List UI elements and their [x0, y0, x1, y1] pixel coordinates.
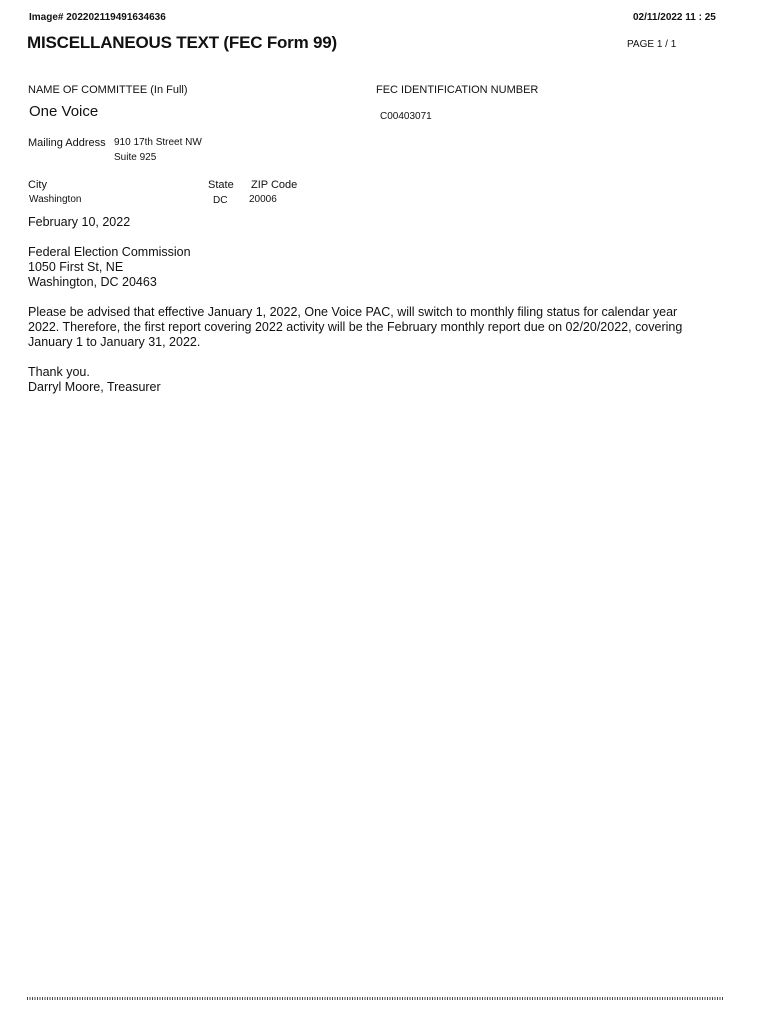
committee-name-label: NAME OF COMMITTEE (In Full) — [28, 84, 188, 96]
letter-date: February 10, 2022 — [28, 215, 131, 229]
page-title: MISCELLANEOUS TEXT (FEC Form 99) — [27, 33, 338, 52]
city-label: City — [28, 179, 47, 191]
recipient-line-3: Washington, DC 20463 — [28, 275, 157, 289]
zip-value: 20006 — [249, 194, 277, 205]
recipient-line-1: Federal Election Commission — [28, 245, 191, 259]
address-line-1: 910 17th Street NW — [114, 137, 202, 148]
letter-paragraph: Please be advised that effective January 1, 2022, One Voice PAC, will switch to monthly filing status for calendar year 2022. Therefore, the first report covering 2022 activity will be the February monthly report due on 02/20/2022, covering January 1 to January 31, 2022. — [28, 305, 683, 349]
state-value: DC — [213, 195, 228, 206]
zip-label: ZIP Code — [251, 179, 298, 191]
fec-id-label: FEC IDENTIFICATION NUMBER — [376, 84, 539, 96]
state-label: State — [208, 179, 234, 191]
image-number: Image# 202202119491634636 — [29, 12, 166, 23]
letter-closing: Thank you. — [28, 365, 90, 379]
mailing-address-label: Mailing Address — [28, 137, 106, 149]
bottom-rule — [27, 997, 724, 1000]
letter-signature: Darryl Moore, Treasurer — [28, 380, 161, 394]
address-line-2: Suite 925 — [114, 152, 157, 163]
city-value: Washington — [29, 194, 82, 205]
timestamp: 02/11/2022 11 : 25 — [633, 12, 716, 23]
fec-id: C00403071 — [380, 111, 432, 122]
page-number: PAGE 1 / 1 — [627, 39, 677, 50]
committee-name: One Voice — [29, 103, 99, 120]
recipient-line-2: 1050 First St, NE — [28, 260, 124, 274]
